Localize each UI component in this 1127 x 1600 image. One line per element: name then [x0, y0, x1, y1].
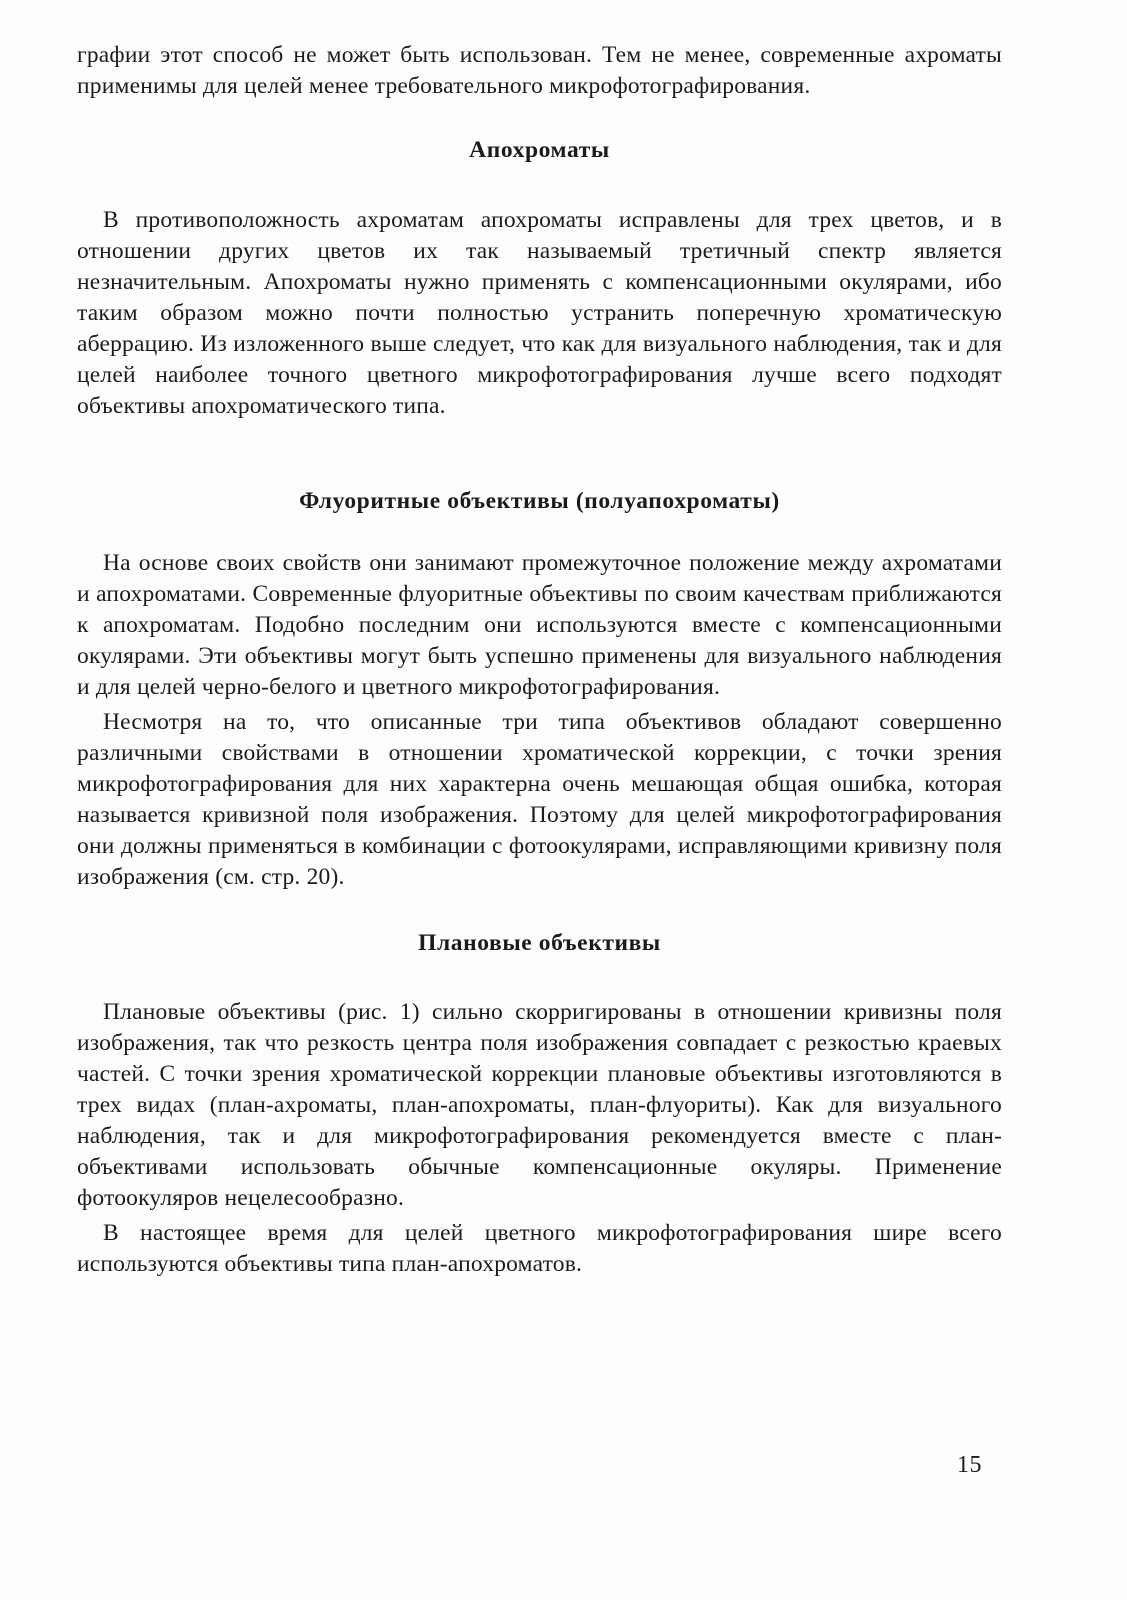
paragraph-fluorite-2: Несмотря на то, что описанные три типа объективов обладают совершенно различными свойствами в отношении хроматической коррекции, с точки зрения микрофотографирования для них характерна очень мешающая общая ошибка, которая называется кривизной поля изображения. Поэтому для целей микрофотографирования они должны применяться в комбинации с фотоокулярами, исправляющими кривизну поля изображения (см. стр. 20). [77, 709, 1002, 890]
paragraph-fluorite-1: На основе своих свойств они занимают промежуточное положение между ахроматами и апохроматами. Современные флуоритные объективы по своим качествам приближаются к апохроматам. Подобно последним они используются вместе с компенсационными окулярами. Эти объективы могут быть успешно применены для визуального наблюдения и для целей черно-белого и цветного микрофотографирования. [77, 550, 1002, 700]
section-heading-plan: Плановые объективы [418, 930, 661, 956]
paragraph-plan-1: Плановые объективы (рис. 1) сильно скорригированы в отношении кривизны поля изображения, так что резкость центра поля изображения совпадает с резкостью краевых частей. С точки зрения хроматической коррекции плановые объективы изготовляются в трех видах (план-ахроматы, план-апохроматы, план-флуориты). Как для визуального наблюдения, так и для микрофотографирования рекомендуется вместе с план-объективами использовать обычные компенсационные окуляры. Применение фотоокуляров нецелесообразно. [77, 999, 1002, 1211]
page-body [77, 40, 1002, 1280]
section-heading-apochromats: Апохроматы [469, 137, 610, 163]
page-number: 15 [957, 1452, 982, 1478]
intro-paragraph: графии этот способ не может быть использован. Тем не менее, современные ахроматы применимы для целей менее требовательного микрофотографирования. [77, 42, 1002, 99]
paragraph-apochromats: В противоположность ахроматам апохроматы исправлены для трех цветов, и в отношении других цветов их так называемый третичный спектр является незначительным. Апохроматы нужно применять с компенсационными окулярами, ибо таким образом можно почти полностью устранить поперечную хроматическую аберрацию. Из изложенного выше следует, что как для визуального наблюдения, так и для целей наиболее точного цветного микрофотографирования лучше всего подходят объективы апохроматического типа. [77, 207, 1002, 419]
paragraph-plan-2: В настоящее время для целей цветного микрофотографирования шире всего используются объективы типа план-апохроматов. [77, 1220, 1002, 1277]
section-heading-fluorite: Флуоритные объективы (полуапохроматы) [299, 488, 780, 514]
